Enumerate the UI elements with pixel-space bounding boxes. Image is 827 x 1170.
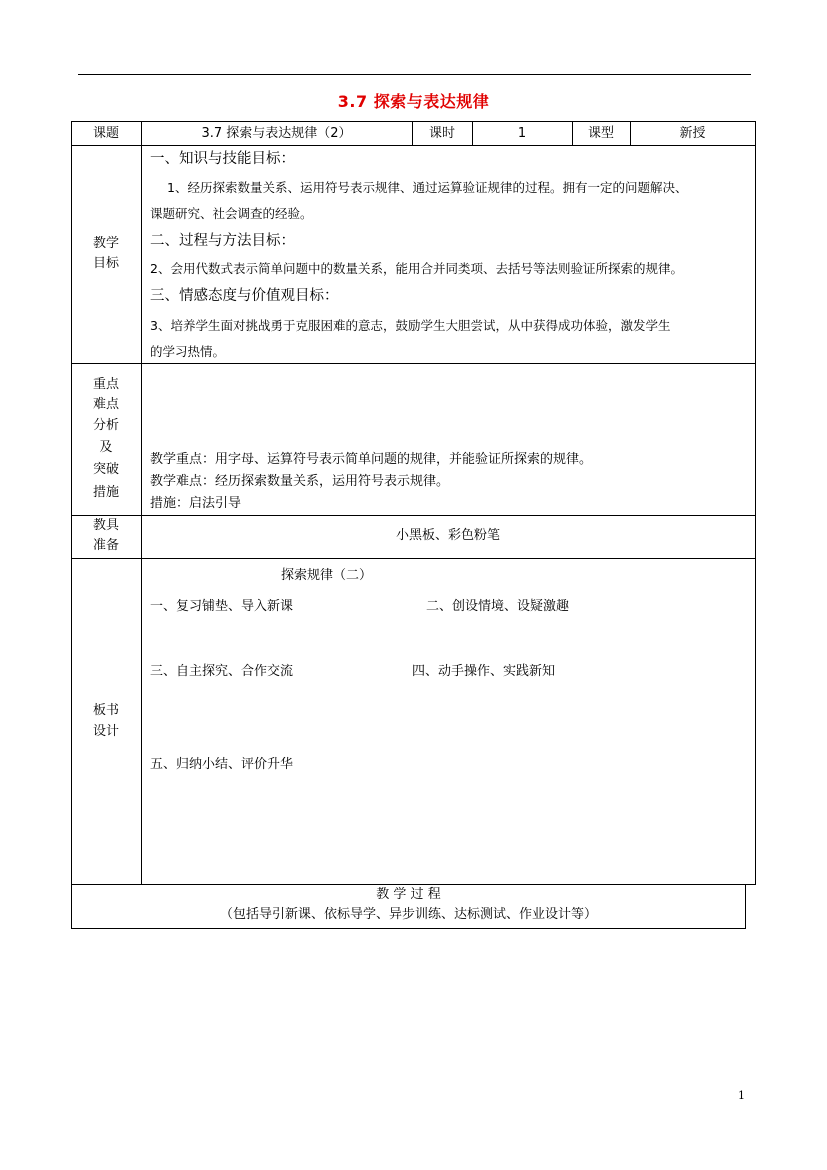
document-title: 3.7 探索与表达规律	[337, 92, 490, 111]
process-title: 教 学 过 程	[376, 887, 441, 902]
goals-label-line2: 目标	[92, 256, 119, 271]
goal-text-process: 2、会用代数式表示简单问题中的数量关系，能用合并同类项、去括号等法则验证所探索的规律。	[150, 261, 683, 276]
keypoints-label-line1: 重点	[92, 377, 119, 392]
board-label-line2: 设计	[92, 724, 119, 739]
label-column-divider	[141, 121, 142, 885]
table-border-bottom	[71, 928, 746, 929]
keypoints-label-line3: 分析	[92, 418, 119, 433]
goal-heading-emotion: 三、情感态度与价值观目标：	[150, 288, 339, 304]
page-number: 1	[738, 1089, 745, 1102]
board-item-1: 一、复习铺垫、导入新课	[150, 599, 294, 614]
keypoints-label-line5: 突破	[92, 462, 119, 477]
top-rule	[78, 74, 751, 75]
table-border-top	[71, 121, 756, 122]
keypoints-label-line6: 措施	[92, 485, 119, 500]
table-border-right	[755, 121, 756, 885]
goal-text-emotion-line2: 的学习热情。	[150, 344, 226, 359]
tools-label-line2: 准备	[92, 538, 119, 553]
header-label-type: 课型	[587, 126, 614, 141]
header-value-type: 新授	[679, 126, 706, 141]
keypoint-measure: 措施：启法引导	[150, 496, 242, 511]
keypoints-label-line4: 及	[99, 440, 113, 455]
goal-heading-process: 二、过程与方法目标：	[150, 233, 295, 249]
goal-text-knowledge-line1: 1、经历探索数量关系、运用符号表示规律、通过运算验证规律的过程。拥有一定的问题解决、	[167, 180, 688, 195]
header-value-topic: 3.7 探索与表达规律（2）	[201, 126, 352, 141]
row-divider-keypoints	[71, 515, 756, 516]
header-label-topic: 课题	[92, 126, 119, 141]
tools-label-line1: 教具	[92, 518, 119, 533]
goal-text-emotion-line1: 3、培养学生面对挑战勇于克服困难的意志，鼓励学生大胆尝试，从中获得成功体验，激发学生	[150, 318, 671, 333]
keypoints-label-line2: 难点	[92, 397, 119, 412]
row-divider-header	[71, 145, 756, 146]
keypoint-focus: 教学重点：用字母、运算符号表示简单问题的规律，并能验证所探索的规律。	[150, 452, 593, 467]
board-item-5: 五、归纳小结、评价升华	[150, 757, 294, 772]
process-subtitle: （包括导引新课、依标导学、异步训练、达标测试、作业设计等）	[219, 907, 597, 922]
board-item-2: 二、创设情境、设疑激趣	[426, 599, 570, 614]
board-title: 探索规律（二）	[281, 568, 373, 583]
row-divider-goals	[71, 363, 756, 364]
row-divider-tools	[71, 558, 756, 559]
row-divider-board	[71, 884, 756, 885]
board-item-3: 三、自主探究、合作交流	[150, 664, 294, 679]
goal-text-knowledge-line2: 课题研究、社会调查的经验。	[150, 206, 313, 221]
board-label-line1: 板书	[92, 703, 119, 718]
goals-label-line1: 教学	[92, 236, 119, 251]
keypoint-difficulty: 教学难点：经历探索数量关系，运用符号表示规律。	[150, 474, 450, 489]
tools-content: 小黑板、彩色粉笔	[395, 528, 500, 543]
header-label-period: 课时	[428, 126, 455, 141]
board-item-4: 四、动手操作、实践新知	[412, 664, 556, 679]
goal-heading-knowledge: 一、知识与技能目标：	[150, 151, 295, 167]
header-value-period: 1	[517, 126, 527, 141]
